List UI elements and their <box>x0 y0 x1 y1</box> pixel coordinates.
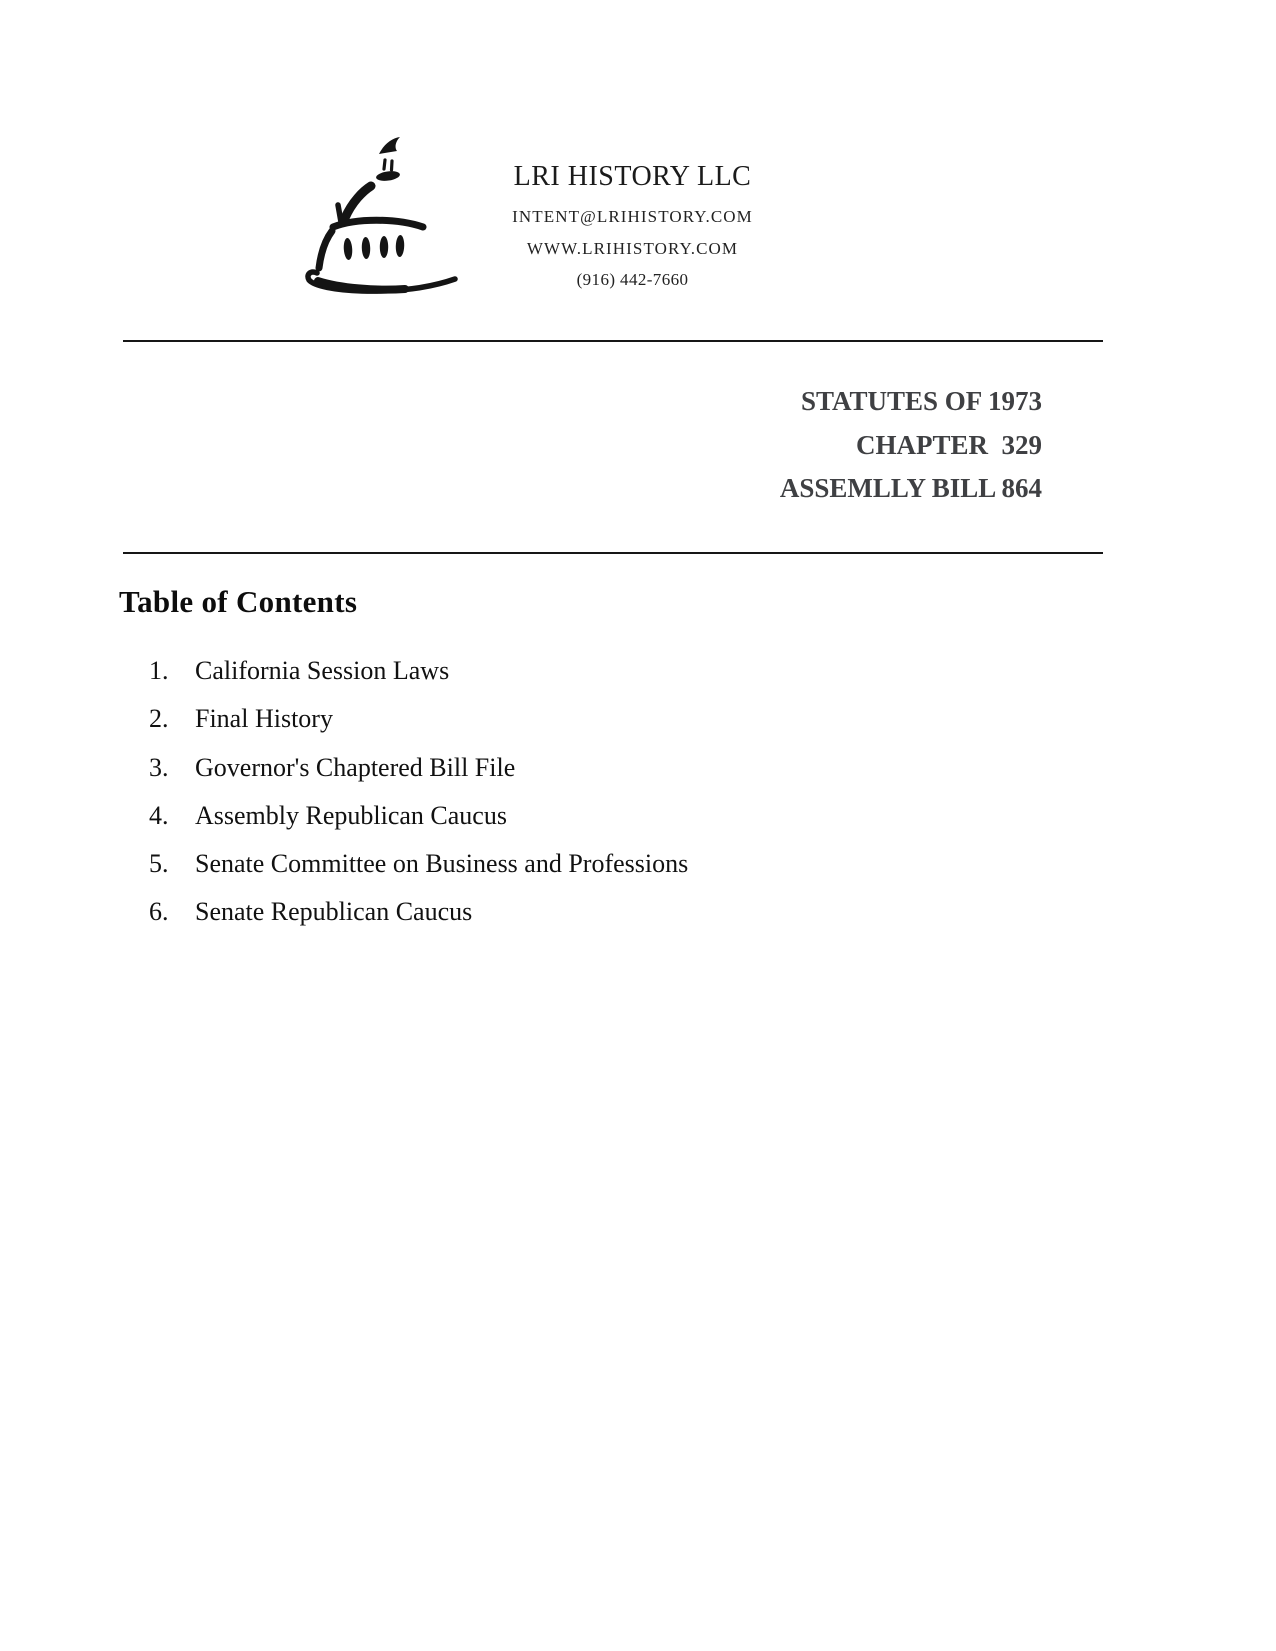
toc-item <box>120 695 1020 743</box>
toc-item-label: Assembly Republican Caucus <box>195 800 507 830</box>
company-phone: (916) 442-7660 <box>576 270 689 289</box>
toc-item-number: 4. <box>149 800 169 830</box>
toc-item-label: Final History <box>195 704 333 734</box>
statute-reference <box>780 380 1042 511</box>
toc-heading: Table of Contents <box>119 584 358 619</box>
toc-item-number: 5. <box>149 849 169 879</box>
company-name: LRI HISTORY LLC <box>513 161 752 192</box>
chapter-line: CHAPTER 329 <box>855 429 1042 460</box>
divider-bottom <box>123 552 1103 554</box>
divider-top <box>123 340 1103 342</box>
toc-item-label: California Session Laws <box>195 656 450 685</box>
toc-item <box>120 744 1020 792</box>
toc-item-number: 3. <box>149 752 169 782</box>
toc-item-number: 1. <box>149 656 169 685</box>
toc-item-number: 2. <box>149 704 169 734</box>
toc-item-label: Senate Republican Caucus <box>195 897 473 927</box>
statutes-line: STATUTES OF 1973 <box>800 386 1042 416</box>
toc-item <box>120 888 1020 936</box>
assembly-bill-line: ASSEMLLY BILL 864 <box>779 473 1042 503</box>
company-email: INTENT@LRIHISTORY.COM <box>512 207 753 226</box>
toc-item-label: Senate Committee on Business and Professions <box>195 849 689 879</box>
company-website: WWW.LRIHISTORY.COM <box>526 239 739 258</box>
toc-item <box>120 792 1020 840</box>
toc-list <box>120 647 1020 937</box>
toc-item-number: 6. <box>149 897 169 927</box>
toc-item <box>120 647 1020 695</box>
toc-item <box>120 840 1020 888</box>
toc-item-label: Governor's Chaptered Bill File <box>195 752 516 782</box>
